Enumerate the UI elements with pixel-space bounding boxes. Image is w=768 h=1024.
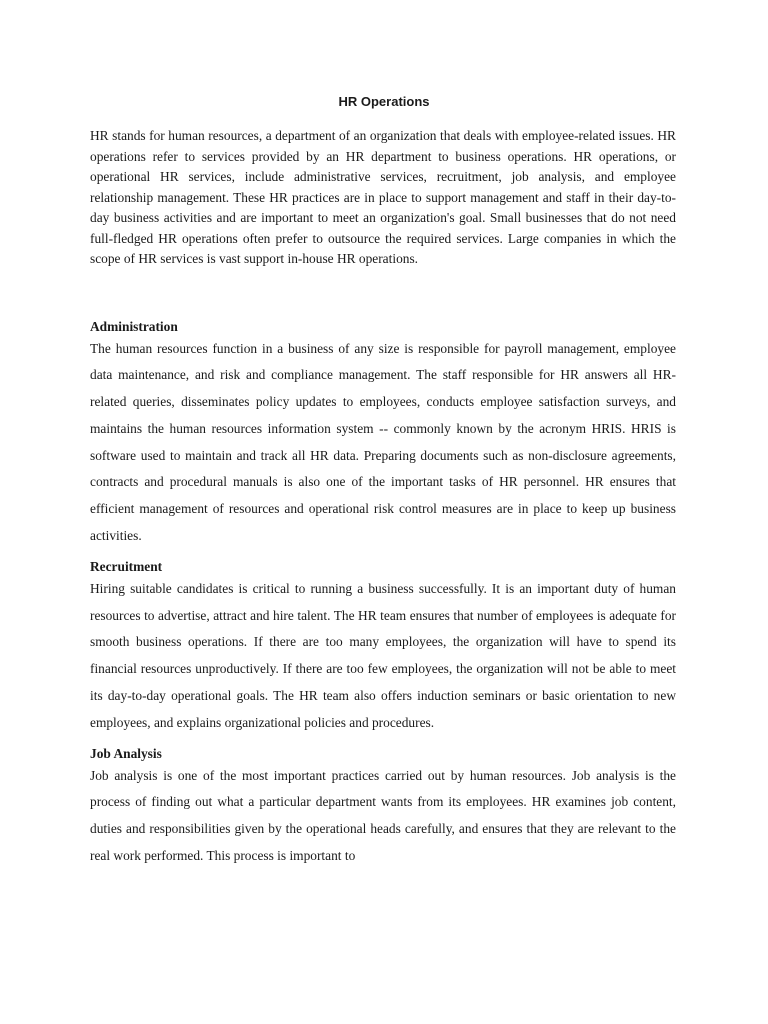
section-recruitment bbox=[90, 558, 676, 737]
section-job-analysis bbox=[90, 745, 676, 870]
section-body-job-analysis: Job analysis is one of the most important practices carried out by human resources. Job analysis is the process of finding out what a particular department wants from its employees. HR examines job content, duties and responsibilities given by the operational heads carefully, and ensures that they are relevant to the real work performed. This process is important to bbox=[90, 767, 676, 864]
section-body-recruitment: Hiring suitable candidates is critical to running a business successfully. It is an important duty of human resources to advertise, attract and hire talent. The HR team ensures that number of employees is adequate for smooth business operations. If there are too many employees, the organization will have to spend its financial resources unproductively. If there are too few employees, the organization will not be able to meet its day-to-day operational goals. The HR team also offers induction seminars or basic orientation to new employees, and explains organizational policies and procedures. bbox=[90, 580, 676, 730]
section-heading-administration: Administration bbox=[90, 318, 178, 334]
section-body-administration: The human resources function in a business of any size is responsible for payroll management, employee data maintenance, and risk and compliance management. The staff responsible for HR answers all HR-related queries, disseminates policy updates to employees, conducts employee satisfaction surveys, and maintains the human resources information system -- commonly known by the acronym HRIS. HRIS is software used to maintain and track all HR data. Preparing documents such as non-disclosure agreements, contracts and procedural manuals is also one of the important tasks of HR personnel. HR ensures that efficient management of resources and operational risk control measures are in place to keep up business activities. bbox=[90, 340, 676, 544]
document-content bbox=[90, 92, 676, 870]
section-heading-recruitment: Recruitment bbox=[90, 558, 163, 574]
intro-paragraph: HR stands for human resources, a department of an organization that deals with employee-related issues. HR operations refer to services provided by an HR department to business operations. HR operations, or operational HR services, include administrative services, recruitment, job analysis, and employee relationship management. These HR practices are in place to support management and staff in their day-to-day business activities and are important to meet an organization's goal. Small businesses that do not need full-fledged HR operations often prefer to outsource the required services. Large companies in which the scope of HR services is vast support in-house HR operations. bbox=[90, 128, 676, 266]
section-administration bbox=[90, 318, 676, 550]
document-title: HR Operations bbox=[338, 94, 430, 109]
section-heading-job-analysis: Job Analysis bbox=[90, 745, 162, 761]
